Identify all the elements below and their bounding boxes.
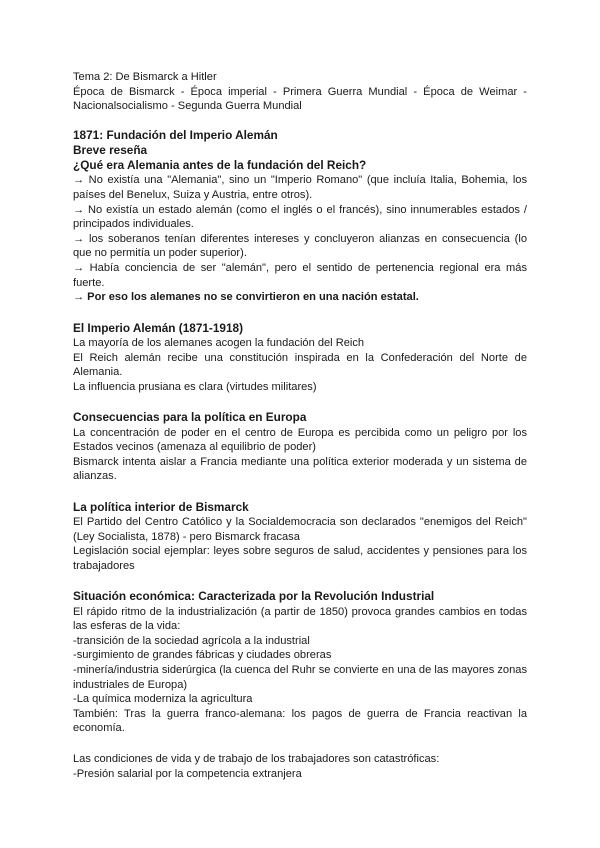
section-question: ¿Qué era Alemania antes de la fundación del Reich? [73,158,367,173]
arrow-point: → los soberanos tenían diferentes intereses y concluyeron alianzas en consecuencia (lo que no permitía un poder superior). [73,232,527,260]
document-page [73,70,527,781]
paragraph-line: Bismarck intenta aislar a Francia mediante una política exterior moderada y un sistema de alianzas. [73,455,527,483]
paragraph-line: El Partido del Centro Católico y la Socialdemocracia son declarados "enemigos del Reich" (Ley Socialista, 1878) - pero Bismarck fracasa [73,516,527,543]
list-item: -minería/industria siderúrgica (la cuenca del Ruhr se convierte en una de las mayores zonas industriales de Europa) [73,664,527,691]
section-heading-economy: Situación económica: Caracterizada por la Revolución Industrial [73,589,435,604]
periods-line: Época de Bismarck - Época imperial - Primera Guerra Mundial - Época de Weimar - Nacionalsocialismo - Segunda Guerra Mundial [73,85,527,113]
list-item: -Presión salarial por la competencia extranjera [73,767,302,780]
arrow-point: → No existía un estado alemán (como el inglés o el francés), sino innumerables estados / principados individuales. [73,203,527,231]
paragraph-line: La influencia prusiana es clara (virtudes militares) [73,380,317,393]
paragraph-line: También: Tras la guerra franco-alemana: los pagos de guerra de Francia reactivan la economía. [73,707,527,735]
section-subheading-summary: Breve reseña [73,142,148,157]
section-heading-empire: El Imperio Alemán (1871-1918) [73,320,244,335]
section-heading-founding: 1871: Fundación del Imperio Alemán [73,127,278,142]
section-heading-interior-policy: La política interior de Bismarck [73,499,249,514]
arrow-conclusion: → Por eso los alemanes no se convirtieron en una nación estatal. [73,291,419,304]
section-heading-consequences: Consecuencias para la política en Europa [73,410,307,425]
list-item: -La química moderniza la agricultura [73,693,253,706]
paragraph-line: El Reich alemán recibe una constitución inspirada en la Confederación del Norte de Alemania. [73,351,527,379]
arrow-point: → Había conciencia de ser "alemán", pero el sentido de pertenencia regional era más fuerte. [73,261,527,289]
paragraph-line: El rápido ritmo de la industrialización (a partir de 1850) provoca grandes cambios en todas las esferas de la vida: [73,605,527,633]
document-title: Tema 2: De Bismarck a Hitler [73,71,217,83]
paragraph-line: Legislación social ejemplar: leyes sobre seguros de salud, accidentes y pensiones para los trabajadores [73,545,527,572]
list-item: -transición de la sociedad agrícola a la industrial [73,634,310,647]
list-item: -surgimiento de grandes fábricas y ciudades obreras [73,649,332,662]
arrow-point: → No existía una "Alemania", sino un "Imperio Romano" (que incluía Italia, Bohemia, los países del Benelux, Suiza y Austria, entre otros). [73,174,527,201]
paragraph-line: La mayoría de los alemanes acogen la fundación del Reich [73,336,365,349]
paragraph-line: La concentración de poder en el centro de Europa es percibida como un peligro por los Estados vecinos (amenaza al equilibrio de poder) [73,426,527,454]
paragraph-line: Las condiciones de vida y de trabajo de los trabajadores son catastróficas: [73,753,440,766]
